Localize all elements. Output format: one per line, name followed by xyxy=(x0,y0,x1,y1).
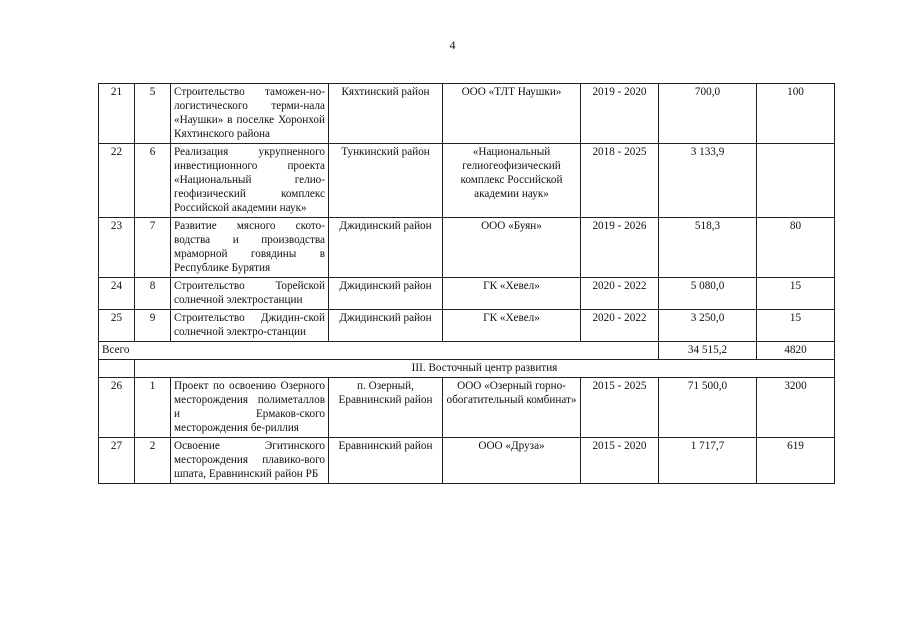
project-name-cell: Развитие мясного ското-водства и производства мраморной говядины в Республике Бурятия xyxy=(171,218,329,278)
row-number-cell: 21 xyxy=(99,84,135,144)
investor-cell: ООО «Буян» xyxy=(443,218,581,278)
project-name-cell: Проект по освоению Озерного месторождения полиметаллов и Ермаков-ского месторождения бе-риллия xyxy=(171,378,329,438)
table-row xyxy=(99,438,835,484)
section-row xyxy=(99,360,835,378)
row-number-cell: 25 xyxy=(99,310,135,342)
district-cell: Еравнинский район xyxy=(329,438,443,484)
table-row xyxy=(99,310,835,342)
jobs-cell: 3200 xyxy=(757,378,835,438)
section-number-cell: 8 xyxy=(135,278,171,310)
projects-table xyxy=(98,83,835,484)
table-row xyxy=(99,84,835,144)
investment-cell: 700,0 xyxy=(659,84,757,144)
section-number-cell: 7 xyxy=(135,218,171,278)
row-number-cell: 24 xyxy=(99,278,135,310)
period-cell: 2019 - 2026 xyxy=(581,218,659,278)
section-number-cell: 6 xyxy=(135,144,171,218)
total-jobs: 4820 xyxy=(757,342,835,360)
total-row xyxy=(99,342,835,360)
investment-cell: 71 500,0 xyxy=(659,378,757,438)
district-cell: Джидинский район xyxy=(329,278,443,310)
project-name-cell: Освоение Эгитинского месторождения плавико-вого шпата, Еравнинский район РБ xyxy=(171,438,329,484)
investor-cell: «Национальный гелиогеофизический комплекс Российской академии наук» xyxy=(443,144,581,218)
row-number-cell: 22 xyxy=(99,144,135,218)
total-investment: 34 515,2 xyxy=(659,342,757,360)
section-empty-cell xyxy=(99,360,135,378)
row-number-cell: 23 xyxy=(99,218,135,278)
section-title: III. Восточный центр развития xyxy=(135,360,835,378)
investor-cell: ООО «ТЛТ Наушки» xyxy=(443,84,581,144)
investment-cell: 3 250,0 xyxy=(659,310,757,342)
jobs-cell: 15 xyxy=(757,310,835,342)
period-cell: 2015 - 2020 xyxy=(581,438,659,484)
row-number-cell: 27 xyxy=(99,438,135,484)
district-cell: п. Озерный, Еравнинский район xyxy=(329,378,443,438)
investment-cell: 5 080,0 xyxy=(659,278,757,310)
investor-cell: ООО «Озерный горно-обогатительный комбинат» xyxy=(443,378,581,438)
section-number-cell: 5 xyxy=(135,84,171,144)
project-name-cell: Строительство таможен-но-логистического терми-нала «Наушки» в поселке Хоронхой Кяхтинского района xyxy=(171,84,329,144)
jobs-cell: 80 xyxy=(757,218,835,278)
section-number-cell: 9 xyxy=(135,310,171,342)
investor-cell: ГК «Хевел» xyxy=(443,278,581,310)
section-number-cell: 2 xyxy=(135,438,171,484)
table-row xyxy=(99,144,835,218)
period-cell: 2015 - 2025 xyxy=(581,378,659,438)
section-number-cell: 1 xyxy=(135,378,171,438)
row-number-cell: 26 xyxy=(99,378,135,438)
investment-cell: 518,3 xyxy=(659,218,757,278)
project-name-cell: Строительство Джидин-ской солнечной электро-станции xyxy=(171,310,329,342)
table-row xyxy=(99,378,835,438)
table-row xyxy=(99,278,835,310)
total-label: Всего xyxy=(99,342,659,360)
investor-cell: ГК «Хевел» xyxy=(443,310,581,342)
page-number: 4 xyxy=(449,38,456,52)
jobs-cell: 15 xyxy=(757,278,835,310)
period-cell: 2018 - 2025 xyxy=(581,144,659,218)
project-name-cell: Строительство Торейской солнечной электростанции xyxy=(171,278,329,310)
district-cell: Кяхтинский район xyxy=(329,84,443,144)
investment-cell: 3 133,9 xyxy=(659,144,757,218)
jobs-cell: 619 xyxy=(757,438,835,484)
period-cell: 2020 - 2022 xyxy=(581,310,659,342)
investment-cell: 1 717,7 xyxy=(659,438,757,484)
district-cell: Тункинский район xyxy=(329,144,443,218)
table-row xyxy=(99,218,835,278)
jobs-cell xyxy=(757,144,835,218)
investor-cell: ООО «Друза» xyxy=(443,438,581,484)
jobs-cell: 100 xyxy=(757,84,835,144)
project-name-cell: Реализация укрупненного инвестиционного проекта «Национальный гелио-геофизический комплекс Российской академии наук» xyxy=(171,144,329,218)
district-cell: Джидинский район xyxy=(329,310,443,342)
period-cell: 2019 - 2020 xyxy=(581,84,659,144)
period-cell: 2020 - 2022 xyxy=(581,278,659,310)
district-cell: Джидинский район xyxy=(329,218,443,278)
